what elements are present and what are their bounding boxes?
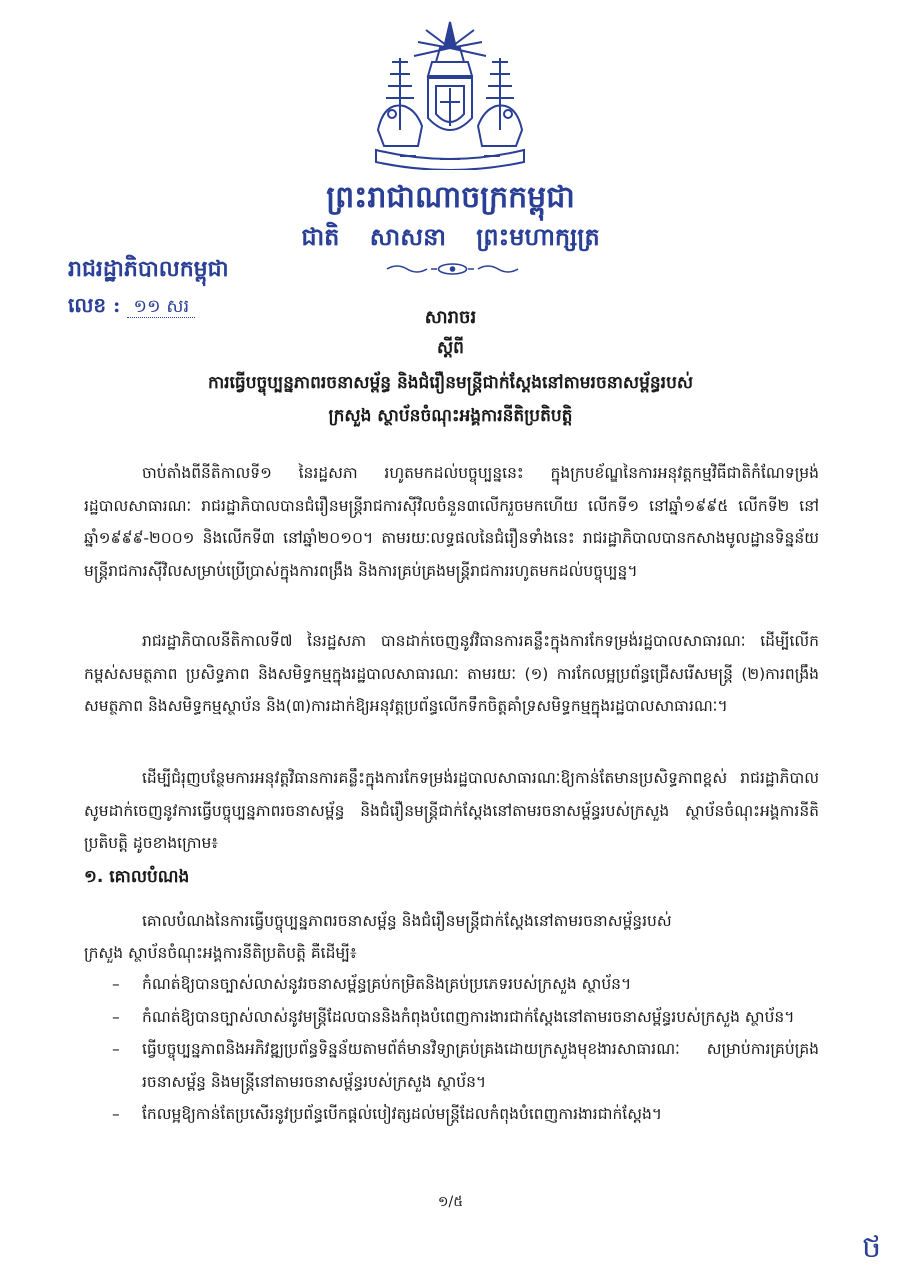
- list-item: [108, 1001, 819, 1034]
- bullet-dash: –: [112, 1040, 120, 1058]
- section-1-intro-line-1: គោលបំណងនៃការធ្វើបច្ចុប្បន្នភាពរចនាសម្ព័ន្ធ និងជំរឿនមន្ត្រីជាក់ស្តែងនៅតាមរចនាសម្ព័ន្ធរបស់: [142, 912, 672, 930]
- bullet-dash: –: [112, 1007, 120, 1026]
- kingdom-name: ព្រះរាជាណាចក្រកម្ពុជា: [326, 180, 575, 215]
- body-paragraph-2: [84, 625, 819, 723]
- document-type: សារាចរ: [424, 307, 477, 328]
- reference-label: លេខ :: [68, 293, 121, 317]
- paragraph-2-text: រាជរដ្ឋាភិបាលនីតិកាលទី៧ នៃរដ្ឋសភា បានដាក់ចេញនូវវិធានការគន្លឹះក្នុងការកែទម្រង់រដ្ឋបាលសាធារណៈ ដើម្បីលើកកម្ពស់សមត្ថភាព ប្រសិទ្ធភាព និងសមិទ្ធកម្មក្នុងរដ្ឋបាលសាធារណៈ តាមរយៈ (១) ការកែលម្អប្រព័ន្ធជ្រើសរើសមន្ត្រី (២)ការពង្រឹងសមត្ថភាព និងសមិទ្ធកម្មស្ថាប័ន និង(៣)ការដាក់ឱ្យអនុវត្តប្រព័ន្ធលើកទឹកចិត្តគាំទ្រសមិទ្ធកម្មក្នុងរដ្ឋបាលសាធារណៈ។: [84, 632, 819, 715]
- paragraph-3-text: ដើម្បីជំរុញបន្ថែមការអនុវត្តវិធានការគន្លឹះក្នុងការកែទម្រង់រដ្ឋបាលសាធារណៈឱ្យកាន់តែមានប្រសិទ្ធភាពខ្ពស់ រាជរដ្ឋាភិបាលសូមដាក់ចេញនូវការធ្វើបច្ចុប្បន្នភាពរចនាសម្ព័ន្ធ និងជំរឿនមន្ត្រីជាក់ស្តែងនៅតាមរចនាសម្ព័ន្ធរបស់ក្រសួង ស្ថាប័នចំណុះអង្គការនីតិប្រតិបត្តិ ដូចខាងក្រោម៖: [84, 769, 819, 852]
- list-item-text: កំណត់ឱ្យបានច្បាស់លាស់នូវមន្ត្រីដែលបាននិងកំពុងបំពេញការងារជាក់ស្តែងនៅតាមរចនាសម្ព័ន្ធរបស់ក្រសួង ស្ថាប័ន។: [142, 1007, 795, 1026]
- body-paragraph-3: [84, 762, 819, 860]
- body-paragraph-1: [84, 457, 819, 587]
- section-1-heading: ១. គោលបំណង: [84, 867, 190, 887]
- document-title-line-1: ការធ្វើបច្ចុប្បន្នភាពរចនាសម្ព័ន្ធ និងជំរឿនមន្ត្រីជាក់ស្តែងនៅតាមរចនាសម្ព័ន្ធរបស់: [207, 373, 694, 393]
- list-item-text: ធ្វើបច្ចុប្បន្នភាពនិងអភិវឌ្ឍប្រព័ន្ធទិន្នន័យតាមព័ត៌មានវិទ្យាគ្រប់គ្រងដោយក្រសួងមុខងារសាធារណៈ សម្រាប់ការគ្រប់គ្រងរចនាសម្ព័ន្ធ និងមន្ត្រីនៅតាមរចនាសម្ព័ន្ធរបស់ក្រសួង ស្ថាប័ន។: [142, 1040, 819, 1091]
- bullet-dash: –: [112, 975, 120, 993]
- document-title-line-2: ក្រសួង ស្ថាប័នចំណុះអង្គការនីតិប្រតិបត្តិ: [328, 406, 573, 426]
- list-item: [108, 1098, 819, 1131]
- reference-value: ១១ សរ: [127, 296, 195, 318]
- handwritten-initial: ថ: [862, 1230, 882, 1265]
- ornament-divider: [385, 262, 520, 276]
- objectives-list: [108, 968, 819, 1131]
- bullet-dash: –: [112, 1105, 120, 1123]
- list-item: [108, 1033, 819, 1098]
- list-item-text: កំណត់ឱ្យបានច្បាស់លាស់នូវរចនាសម្ព័ន្ធគ្រប់កម្រិតនិងគ្រប់ប្រភេទរបស់ក្រសួង ស្ថាប័ន។: [142, 975, 632, 993]
- list-item: [108, 968, 819, 1001]
- page-number: ១/៥: [437, 1194, 464, 1210]
- section-1-intro-line-2: ក្រសួង ស្ថាប័នចំណុះអង្គការនីតិប្រតិបត្តិ គឺដើម្បី៖: [84, 944, 357, 962]
- paragraph-1-text: ចាប់តាំងពីនីតិកាលទី១ នៃរដ្ឋសភា រហូតមកដល់បច្ចុប្បន្ននេះ ក្នុងក្របខ័ណ្ឌនៃការអនុវត្តកម្មវិធីជាតិកំណែទម្រង់រដ្ឋបាលសាធារណៈ រាជរដ្ឋាភិបាលបានជំរឿនមន្ត្រីរាជការស៊ីវិលចំនួន៣លើករួចមកហើយ លើកទី១ នៅឆ្នាំ១៩៩៥ លើកទី២ នៅឆ្នាំ១៩៩៩-២០០១ និងលើកទី៣ នៅឆ្នាំ២០១០។ តាមរយៈលទ្ធផលនៃជំរឿនទាំងនេះ រាជរដ្ឋាភិបាលបានកសាងមូលដ្ឋានទិន្នន័យមន្ត្រីរាជការស៊ីវិលសម្រាប់ប្រើប្រាស់ក្នុងការពង្រឹង និងការគ្រប់គ្រងមន្ត្រីរាជការរហូតមកដល់បច្ចុប្បន្ន។: [84, 464, 819, 580]
- document-about-label: ស្តីពី: [437, 338, 464, 358]
- national-motto: ជាតិ សាសនា ព្រះមហាក្សត្រ: [301, 222, 600, 251]
- royal-coat-of-arms-logo: [370, 18, 530, 170]
- issuing-government: រាជរដ្ឋាភិបាលកម្ពុជា: [68, 256, 229, 282]
- list-item-text: កែលម្អឱ្យកាន់តែប្រសើរនូវប្រព័ន្ធបើកផ្តល់បៀវត្សដល់មន្ត្រីដែលកំពុងបំពេញការងារជាក់ស្តែង។: [142, 1105, 663, 1123]
